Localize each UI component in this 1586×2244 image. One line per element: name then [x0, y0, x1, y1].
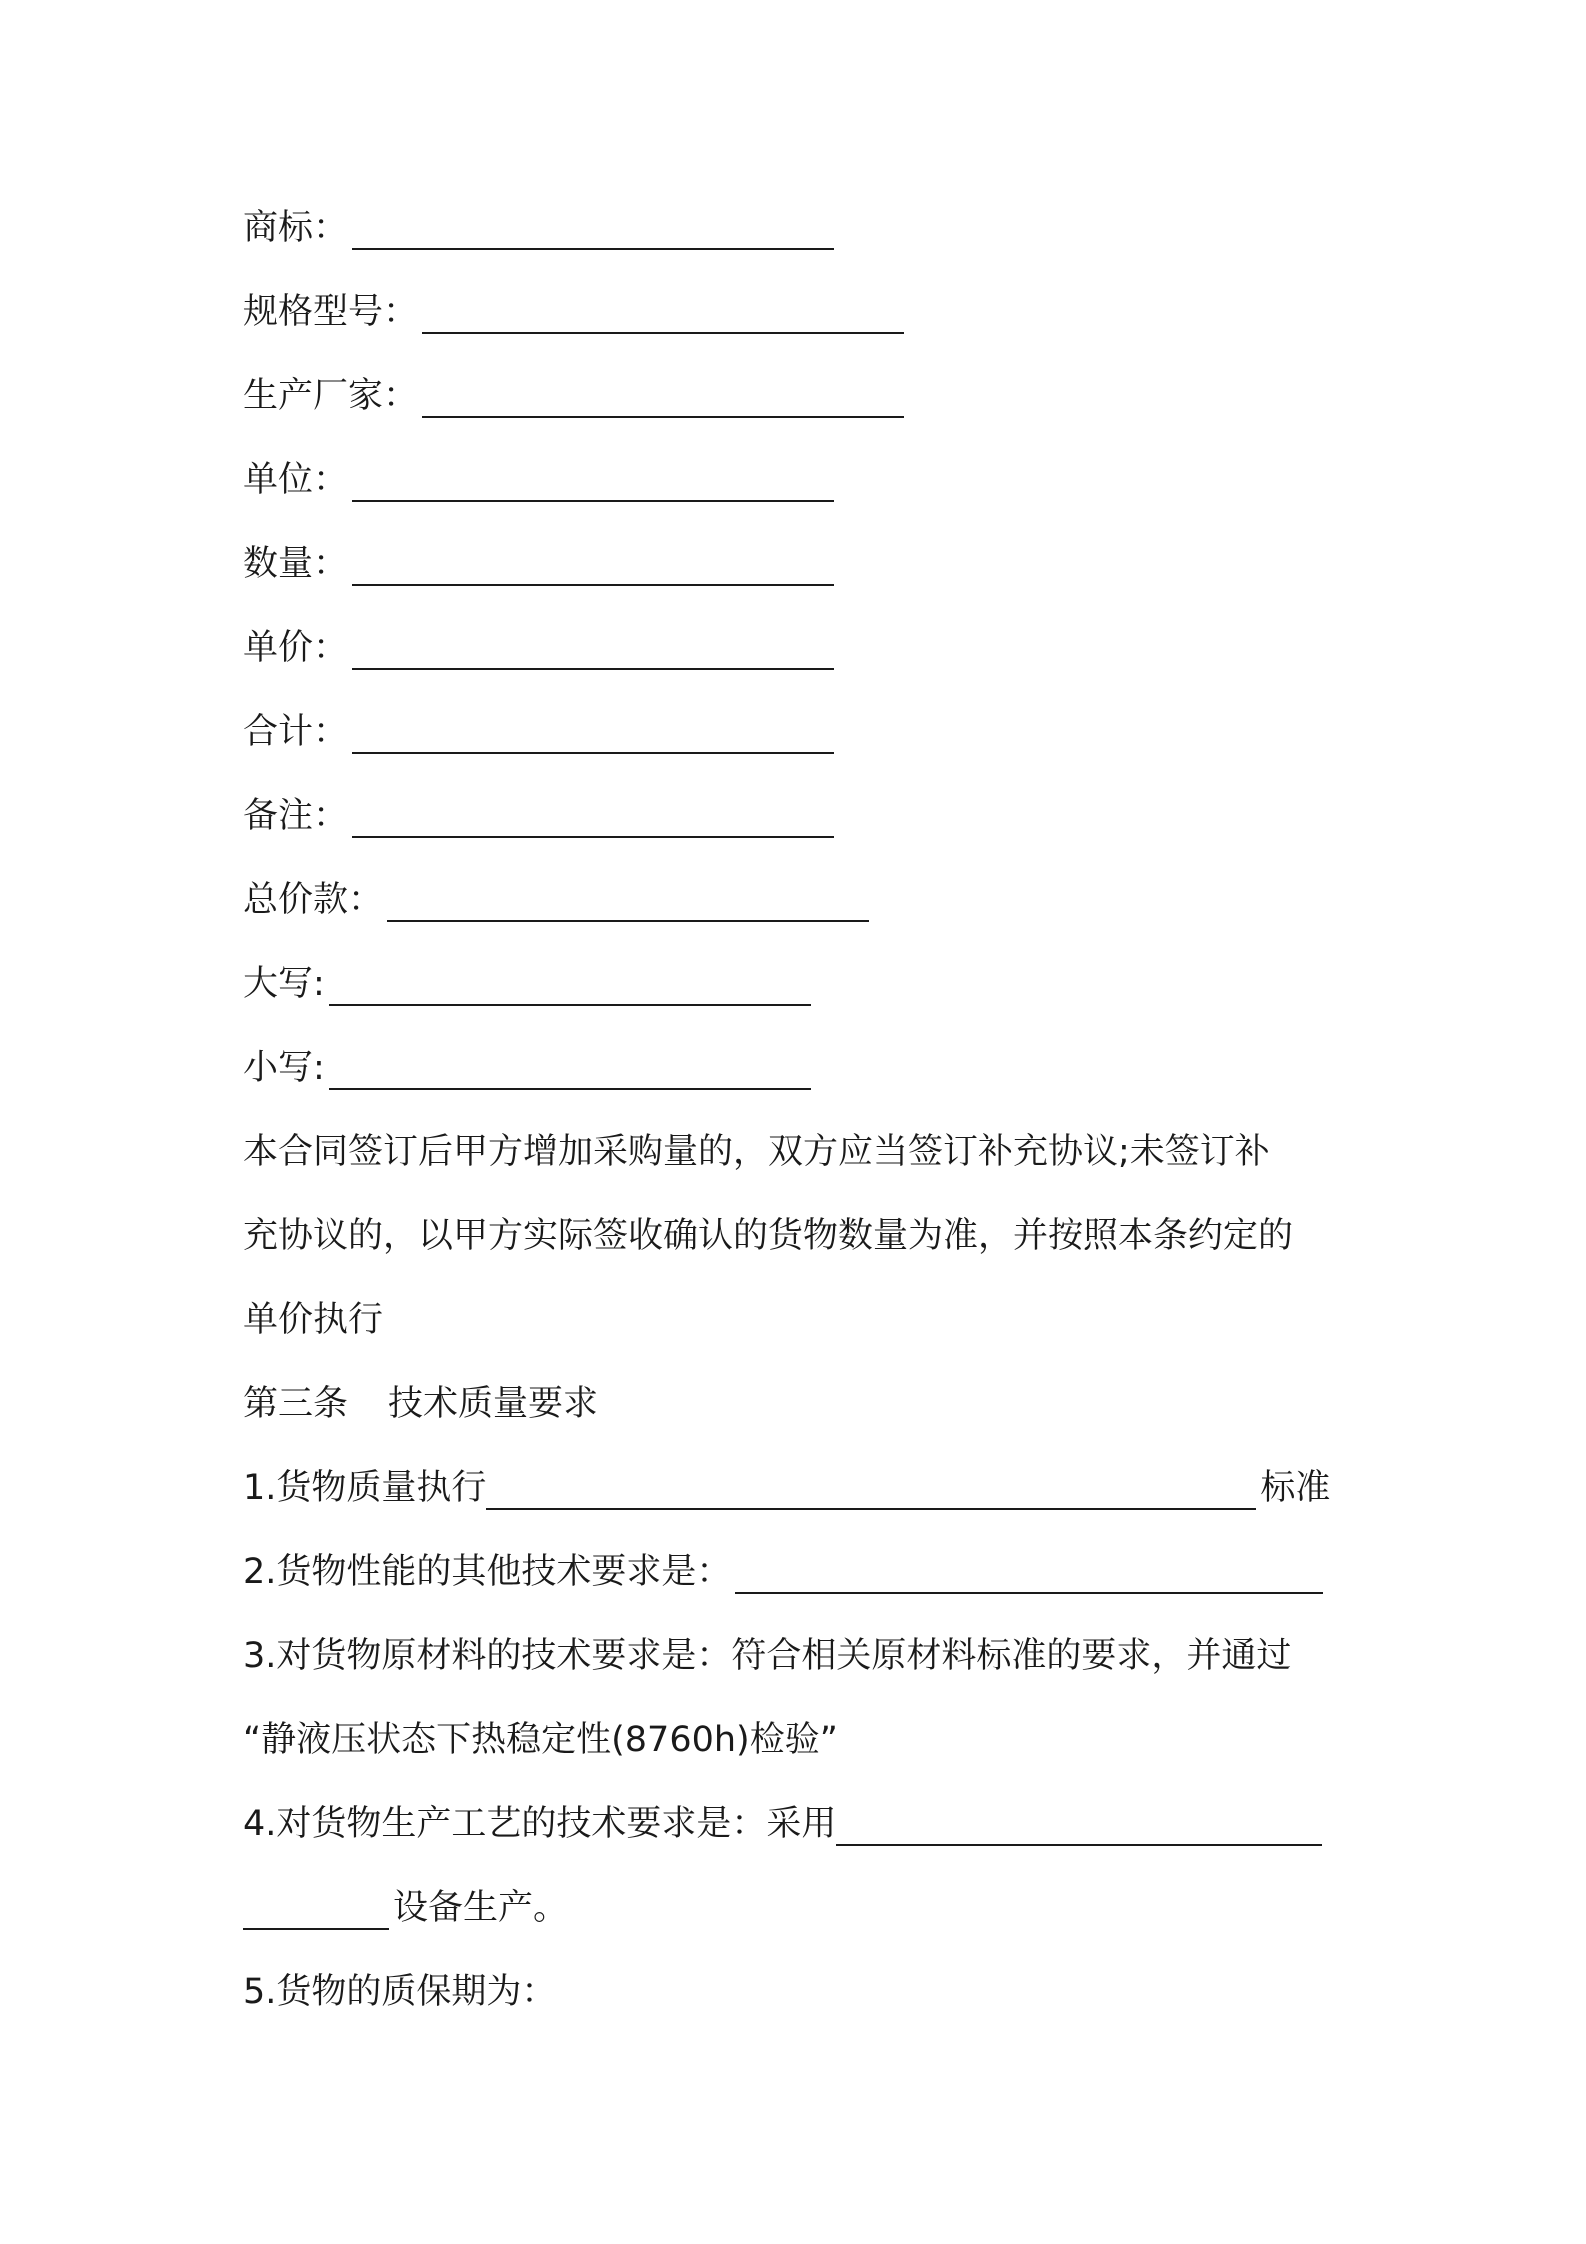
field-label: 商标： — [243, 208, 349, 248]
fill-blank[interactable] — [422, 302, 904, 334]
fill-blank[interactable] — [387, 890, 869, 922]
fill-blank[interactable] — [352, 638, 834, 670]
item-raw-material-cont: “静液压状态下热稳定性(8760h)检验” — [243, 1720, 838, 1760]
item-process-requirements-cont — [243, 1886, 1363, 1930]
fill-blank[interactable] — [329, 974, 811, 1006]
field-remarks — [243, 794, 1363, 838]
field-label: 小写: — [243, 1048, 325, 1088]
field-label: 数量： — [243, 544, 349, 584]
item-performance-requirements — [243, 1550, 1363, 1594]
fill-blank[interactable] — [352, 218, 834, 250]
paragraph-line: 单价执行 — [243, 1300, 384, 1340]
item-text: 标准 — [1260, 1468, 1331, 1508]
fill-blank[interactable] — [243, 1898, 389, 1930]
item-text: 4.对货物生产工艺的技术要求是：采用 — [243, 1804, 837, 1844]
article-number: 第三条 — [243, 1384, 349, 1424]
field-label: 总价款： — [243, 880, 384, 920]
field-spec-model — [243, 290, 1363, 334]
field-amount-in-words — [243, 962, 1363, 1006]
paragraph-line: 充协议的，以甲方实际签收确认的货物数量为准，并按照本条约定的 — [243, 1216, 1294, 1256]
fill-blank[interactable] — [836, 1814, 1322, 1846]
item-text: 2.货物性能的其他技术要求是： — [243, 1552, 732, 1592]
fill-blank[interactable] — [352, 722, 834, 754]
field-label: 合计： — [243, 712, 349, 752]
field-label: 备注： — [243, 796, 349, 836]
field-trademark — [243, 206, 1363, 250]
field-label: 单价： — [243, 628, 349, 668]
paragraph-line: 本合同签订后甲方增加采购量的，双方应当签订补充协议;未签订补 — [243, 1132, 1270, 1172]
fill-blank[interactable] — [352, 470, 834, 502]
item-text: 设备生产。 — [393, 1888, 569, 1928]
field-quantity — [243, 542, 1363, 586]
fill-blank[interactable] — [352, 554, 834, 586]
article-heading — [243, 1382, 1363, 1426]
item-text: 1.货物质量执行 — [243, 1468, 487, 1508]
field-total-price — [243, 878, 1363, 922]
fill-blank[interactable] — [735, 1562, 1323, 1594]
field-label: 规格型号： — [243, 292, 419, 332]
item-process-requirements — [243, 1802, 1363, 1846]
fill-blank[interactable] — [329, 1058, 811, 1090]
field-label: 大写: — [243, 964, 325, 1004]
field-unit-price — [243, 626, 1363, 670]
field-subtotal — [243, 710, 1363, 754]
field-manufacturer — [243, 374, 1363, 418]
fill-blank[interactable] — [422, 386, 904, 418]
field-label: 生产厂家： — [243, 376, 419, 416]
fill-blank[interactable] — [352, 806, 834, 838]
field-amount-in-figures — [243, 1046, 1363, 1090]
field-label: 单位： — [243, 460, 349, 500]
article-title: 技术质量要求 — [388, 1384, 599, 1424]
fill-blank[interactable] — [486, 1478, 1256, 1510]
item-raw-material: 3.对货物原材料的技术要求是：符合相关原材料标准的要求，并通过 — [243, 1636, 1292, 1676]
item-quality-standard — [243, 1466, 1363, 1510]
item-warranty-period: 5.货物的质保期为： — [243, 1972, 557, 2012]
field-unit — [243, 458, 1363, 502]
